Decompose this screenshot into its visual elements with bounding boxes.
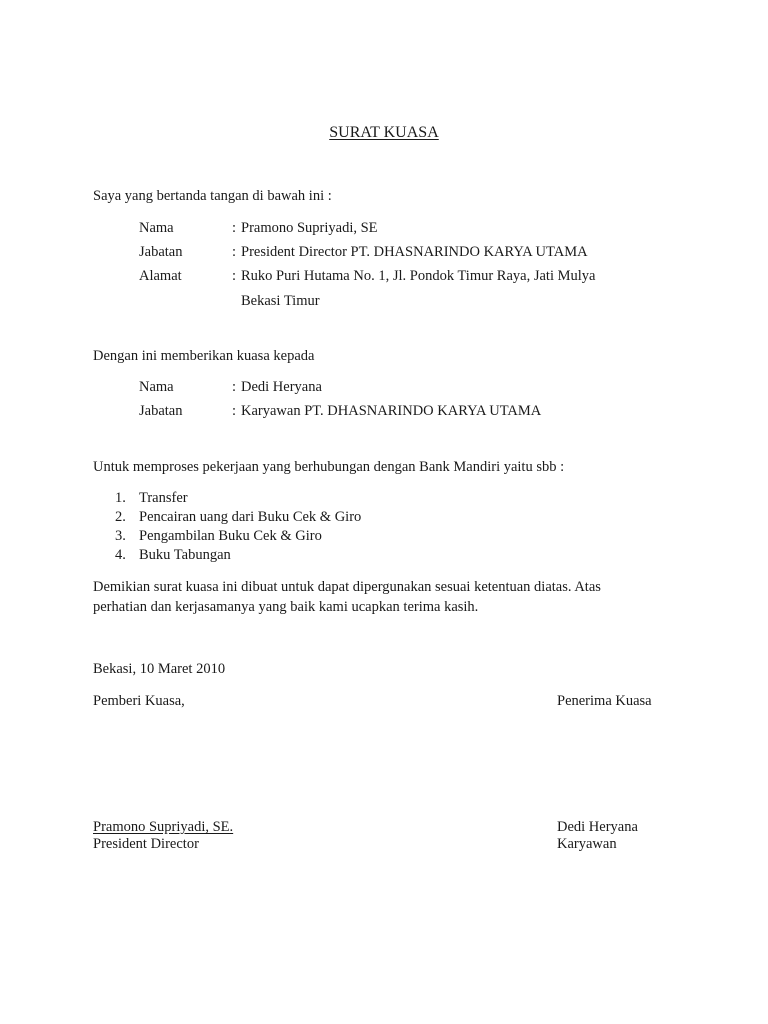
grantor-signature-title: President Director [93, 836, 199, 852]
grantor-name-label: Nama [139, 220, 174, 236]
grantor-address-line1: Ruko Puri Hutama No. 1, Jl. Pondok Timur Raya, Jati Mulya [241, 268, 596, 284]
list-item-number: 2. [115, 509, 126, 525]
grantee-signature-name: Dedi Heryana [557, 819, 638, 835]
intro-text: Saya yang bertanda tangan di bawah ini : [93, 188, 332, 204]
list-item-number: 1. [115, 490, 126, 506]
grantee-name-label: Nama [139, 379, 174, 395]
colon: : [232, 379, 237, 395]
colon: : [232, 268, 237, 284]
grantee-position-value: Karyawan PT. DHASNARINDO KARYA UTAMA [241, 403, 542, 419]
list-item-number: 4. [115, 547, 126, 563]
list-item: Buku Tabungan [139, 547, 231, 563]
colon: : [232, 244, 237, 260]
grantee-signature-title: Karyawan [557, 836, 617, 852]
grantee-role: Penerima Kuasa [557, 693, 652, 709]
grantor-name-row [232, 221, 378, 236]
grantor-address-label: Alamat [139, 268, 182, 284]
grantor-name-value: Pramono Supriyadi, SE [241, 220, 378, 236]
closing-line-2: perhatian dan kerjasamanya yang baik kami ucapkan terima kasih. [93, 599, 479, 615]
grantor-position-label: Jabatan [139, 244, 183, 260]
grantee-position-row [232, 404, 541, 419]
list-item: Transfer [139, 490, 188, 506]
grantor-signature-name: Pramono Supriyadi, SE. [93, 819, 234, 835]
grant-intro-text: Dengan ini memberikan kuasa kepada [93, 348, 315, 364]
grantor-position-row [232, 245, 588, 260]
grantee-name-value: Dedi Heryana [241, 379, 322, 395]
grantor-role: Pemberi Kuasa, [93, 693, 185, 709]
grantor-address-line2: Bekasi Timur [241, 293, 320, 309]
colon: : [232, 220, 237, 236]
list-item: Pencairan uang dari Buku Cek & Giro [139, 509, 362, 525]
letter-title: SURAT KUASA [329, 124, 439, 141]
grantor-position-value: President Director PT. DHASNARINDO KARYA UTAMA [241, 244, 588, 260]
purpose-text: Untuk memproses pekerjaan yang berhubungan dengan Bank Mandiri yaitu sbb : [93, 459, 565, 475]
place-date: Bekasi, 10 Maret 2010 [93, 661, 226, 677]
colon: : [232, 403, 237, 419]
grantee-name-row [232, 380, 322, 395]
closing-line-1: Demikian surat kuasa ini dibuat untuk dapat dipergunakan sesuai ketentuan diatas. Atas [93, 579, 601, 595]
list-item: Pengambilan Buku Cek & Giro [139, 528, 322, 544]
grantor-address-row [232, 269, 595, 284]
list-item-number: 3. [115, 528, 126, 544]
grantee-position-label: Jabatan [139, 403, 183, 419]
